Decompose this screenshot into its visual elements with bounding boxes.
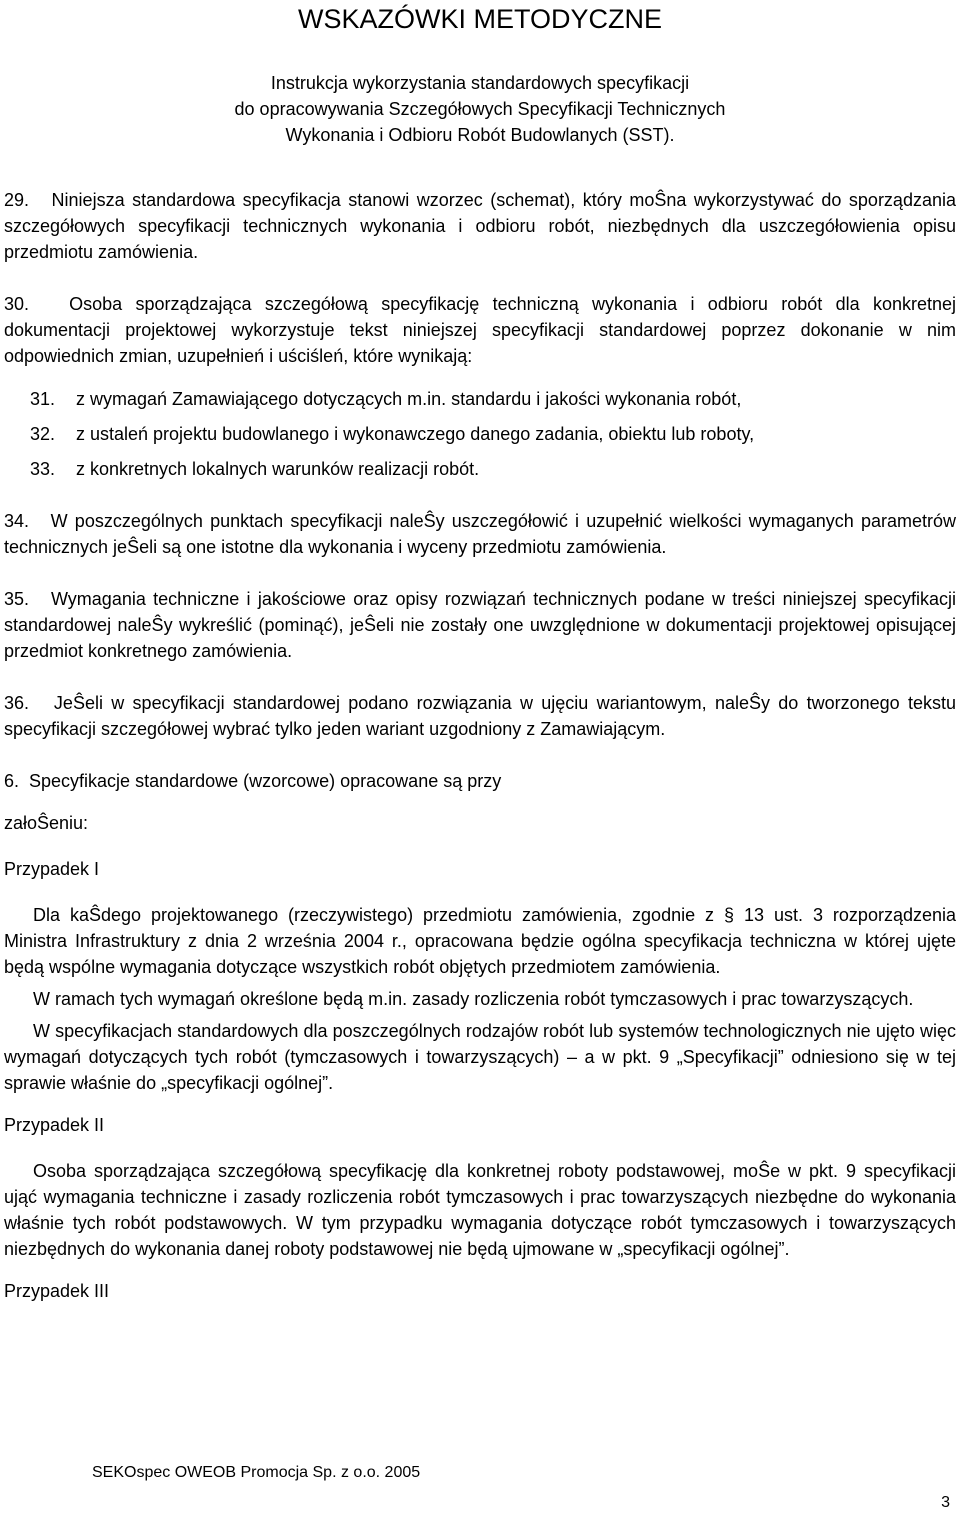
case-1-paragraph: W specyfikacjach standardowych dla poszczególnych rodzajów robót lub systemów technologicznych nie ujęto więc wymagań dotyczących tych robót (tymczasowych i towarzyszących) – a w pkt. 9 „Specyfikacji” odniesiono się w tej sprawie właśnie do „specyfikacji ogólnej”. [4, 1021, 956, 1093]
page-number: 3 [941, 1494, 950, 1511]
paragraph-36: 36. JeŜeli w specyfikacji standardowej podano rozwiązania w ujęciu wariantowym, naleŜy do tworzonego tekstu specyfikacji szczegółowej wybrać tylko jeden wariant uzgodniony z Zamawiającym. [4, 693, 956, 739]
list-item-number: 33. [30, 459, 56, 479]
list-item [30, 386, 956, 412]
document-body [4, 187, 956, 1324]
paragraph-34: 34. W poszczególnych punktach specyfikacji naleŜy uszczegółowić i uzupełnić wielkości wymaganych parametrów technicznych jeŜeli są one istotne dla wykonania i wyceny przedmiotu zamówienia. [4, 511, 956, 557]
subtitle-line: do opracowywania Szczegółowych Specyfikacji Technicznych [234, 99, 726, 119]
case-1-paragraph: W ramach tych wymagań określone będą m.in. zasady rozliczenia robót tymczasowych i prac towarzyszących. [33, 989, 914, 1009]
case-1-paragraph: Dla kaŜdego projektowanego (rzeczywistego) przedmiotu zamówienia, zgodnie z § 13 ust. 3 rozporządzenia Ministra Infrastruktury z dnia 2 września 2004 r., opracowana będzie ogólna specyfikacja techniczna w której ujęte będą wspólne wymagania dotyczące wszystkich robót objętych przedmiotem zamówienia. [4, 905, 956, 977]
subtitle-line: Instrukcja wykorzystania standardowych specyfikacji [270, 73, 690, 93]
section-6-heading-continued: załoŜeniu: [4, 813, 89, 833]
paragraph-29: 29. Niniejsza standardowa specyfikacja stanowi wzorzec (schemat), który moŜna wykorzystywać do sporządzania szczegółowych specyfikacji technicznych wykonania i odbioru robót, niezbędnych dla uszczegółowienia opisu przedmiotu zamówienia. [4, 190, 956, 262]
list-item [30, 421, 956, 447]
list-item-text: z wymagań Zamawiającego dotyczących m.in. standardu i jakości wykonania robót, [76, 389, 742, 409]
list-item-text: z ustaleń projektu budowlanego i wykonawczego danego zadania, obiektu lub roboty, [76, 424, 755, 444]
list-item-text: z konkretnych lokalnych warunków realizacji robót. [76, 459, 480, 479]
case-1-title: Przypadek I [4, 859, 100, 879]
paragraph-35: 35. Wymagania techniczne i jakościowe oraz opisy rozwiązań technicznych podane w treści niniejszej specyfikacji standardowej naleŜy wykreślić (pominąć), jeŜeli nie zostały one uwzględnione w dokumentacji projektowej opisującej przedmiot konkretnego zamówienia. [4, 589, 956, 661]
document-page [4, 0, 956, 1517]
case-3-title: Przypadek III [4, 1281, 110, 1301]
section-6-heading: 6. Specyfikacje standardowe (wzorcowe) opracowane są przy [4, 771, 502, 791]
document-subtitle [4, 70, 956, 148]
case-2-paragraph: Osoba sporządzająca szczegółową specyfikację dla konkretnej roboty podstawowej, moŜe w pkt. 9 specyfikacji ująć wymagania techniczne i zasady rozliczenia robót tymczasowych i prac towarzyszących niezbędne do wykonania właśnie tych robót podstawowych. W tym przypadku wymagania dotyczące robót tymczasowych i towarzyszących niezbędnych do wykonania danej roboty podstawowej nie będą ujmowane w „specyfikacji ogólnej”. [4, 1161, 956, 1259]
document-title: WSKAZÓWKI METODYCZNE [297, 4, 662, 34]
paragraph-30: 30. Osoba sporządzająca szczegółową specyfikację techniczną wykonania i odbioru robót dla konkretnej dokumentacji projektowej wykorzystuje tekst niniejszej specyfikacji standardowej poprzez dokonanie w nim odpowiednich zmian, uzupełnień i uściśleń, które wynikają: [4, 294, 956, 366]
subtitle-line: Wykonania i Odbioru Robót Budowlanych (SST). [285, 125, 675, 145]
list-item [30, 456, 956, 482]
list-item-number: 31. [30, 389, 56, 409]
footer-text: SEKOspec OWEOB Promocja Sp. z o.o. 2005 [92, 1464, 421, 1481]
case-2-title: Przypadek II [4, 1115, 105, 1135]
list-item-number: 32. [30, 424, 56, 444]
